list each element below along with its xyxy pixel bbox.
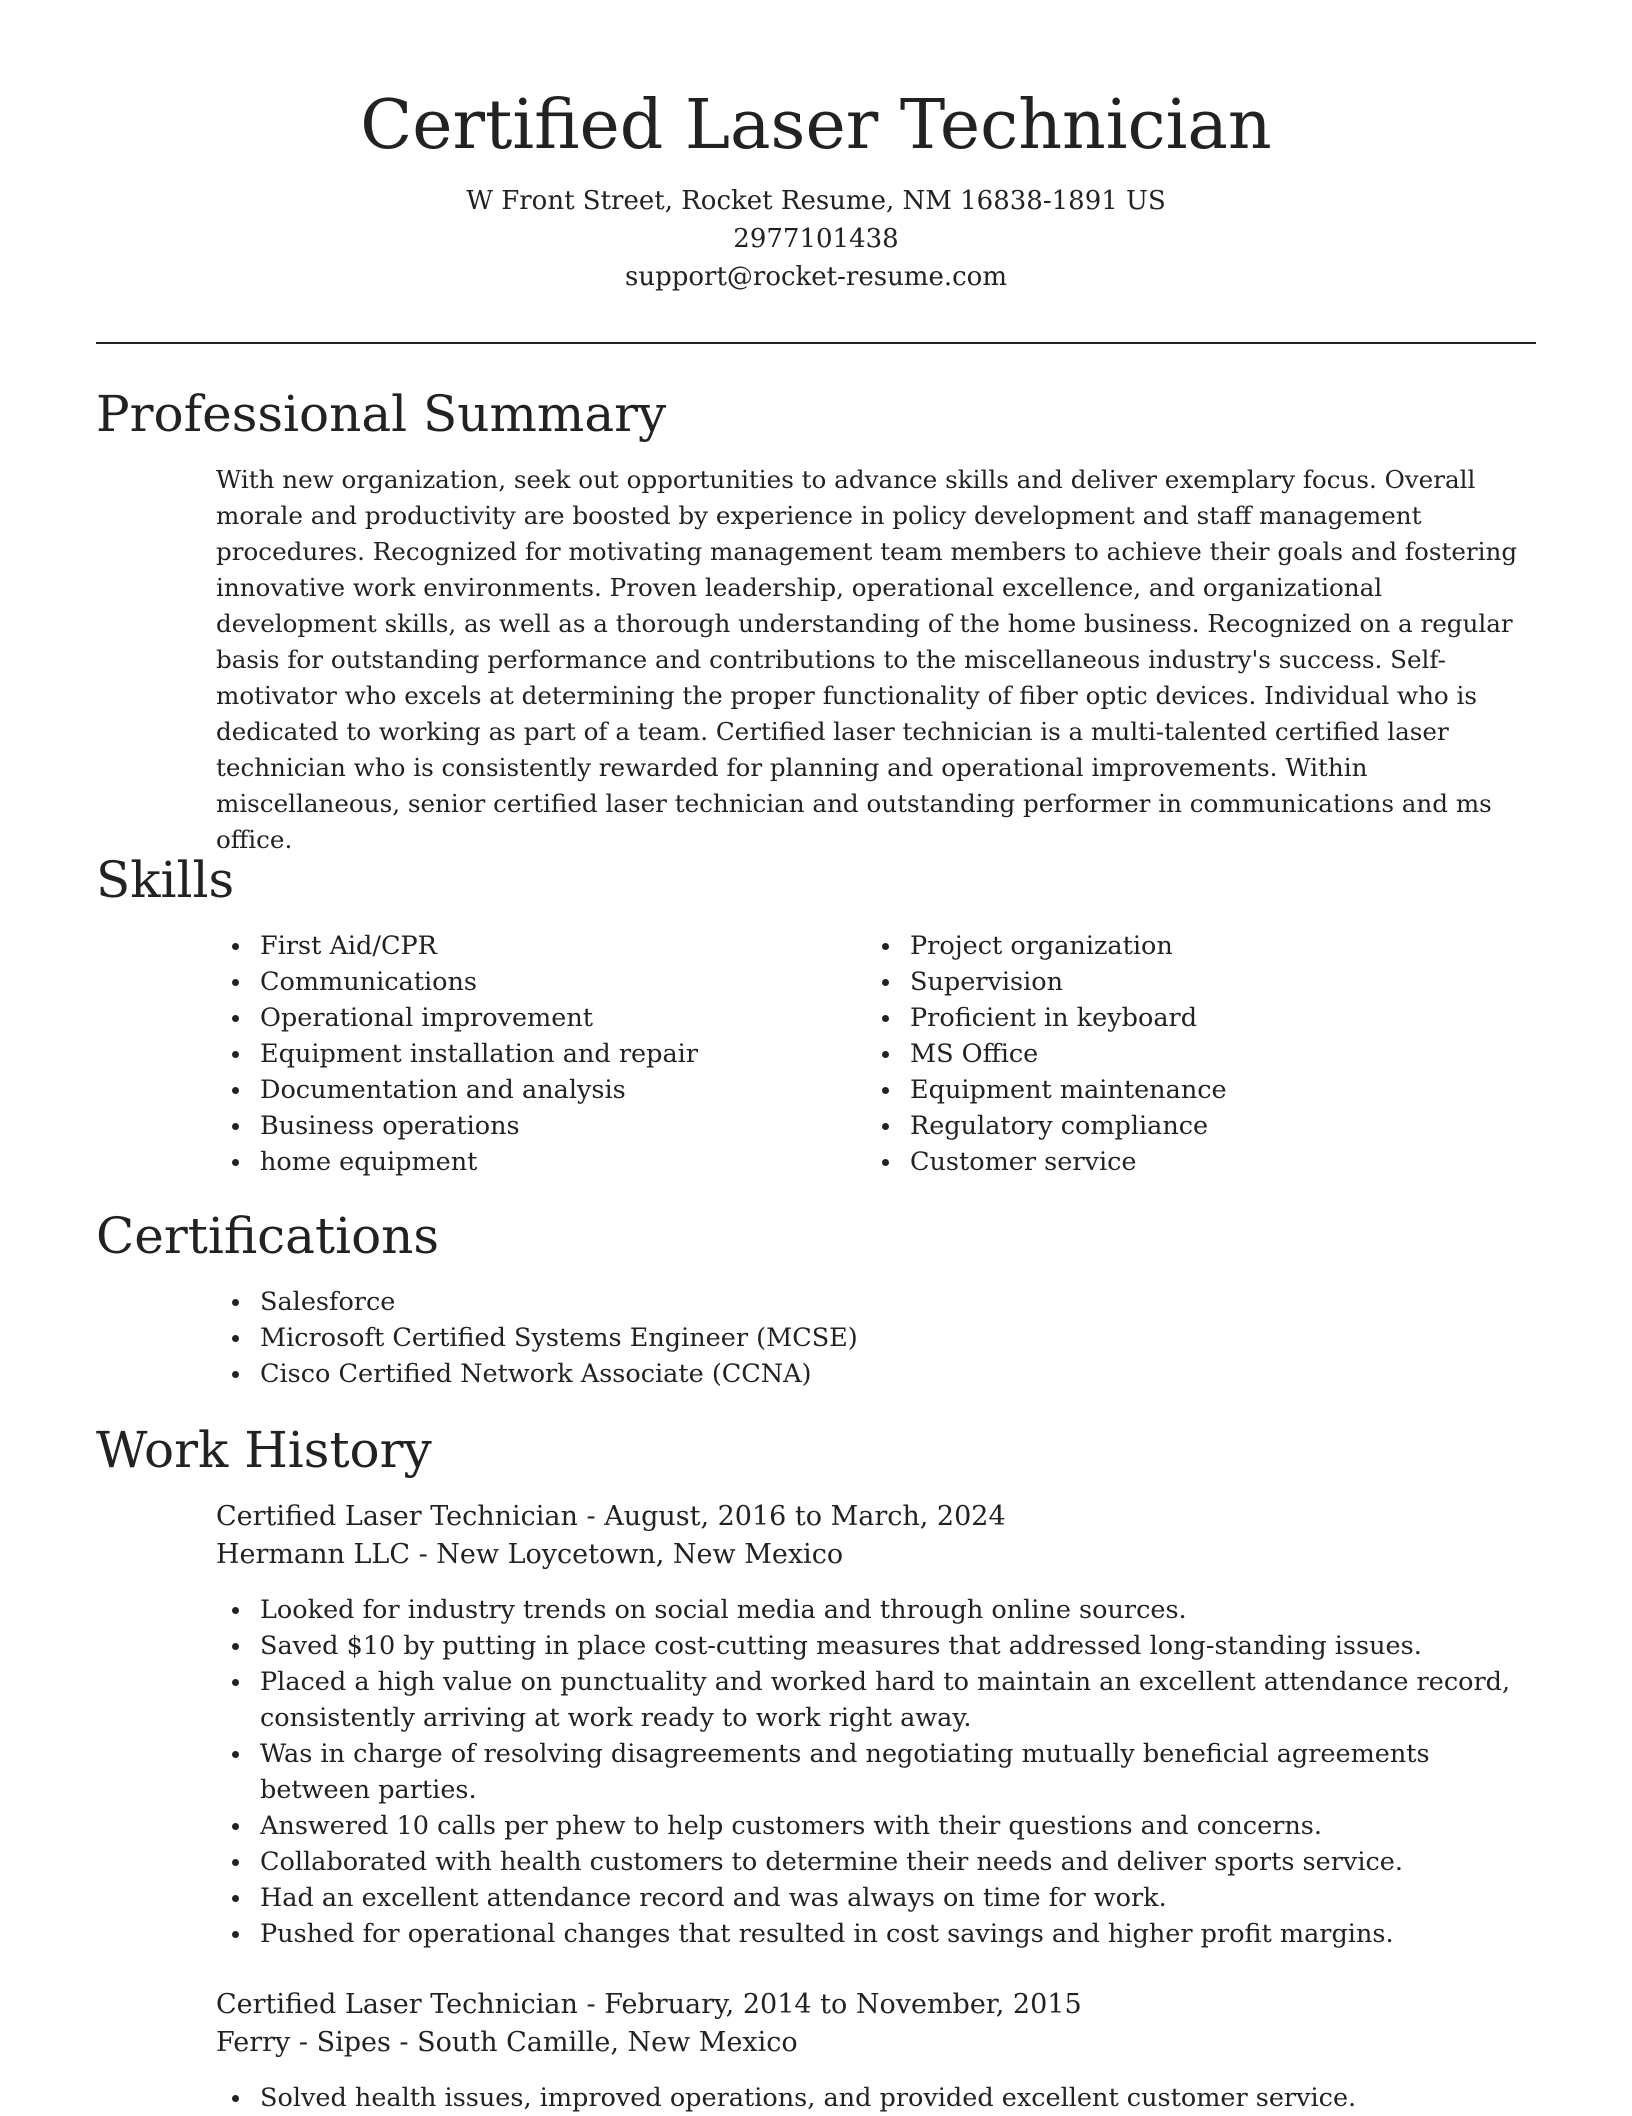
address: W Front Street, Rocket Resume, NM 16838-1891 US xyxy=(466,186,1166,216)
skill-item: Equipment maintenance xyxy=(866,1072,1227,1108)
job-2-title-line xyxy=(216,1986,1082,2024)
skill-item: Proficient in keyboard xyxy=(866,1000,1227,1036)
duty-item: Pushed for operational changes that resulted in cost savings and higher profit margins. xyxy=(216,1916,1536,1952)
summary-heading: Professional Summary xyxy=(96,385,667,443)
skill-item: Business operations xyxy=(216,1108,698,1144)
job-dates: - August, 2016 to March, 2024 xyxy=(577,1501,1006,1532)
job-1-company-line xyxy=(216,1536,843,1574)
job-company: Ferry - Sipes xyxy=(216,2027,391,2058)
header-divider xyxy=(96,342,1536,344)
skill-item: Operational improvement xyxy=(216,1000,698,1036)
job-dates: - February, 2014 to November, 2015 xyxy=(577,1989,1082,2020)
duty-item: Was in charge of resolving disagreements and negotiating mutually beneficial agreements between parties. xyxy=(216,1736,1536,1808)
skill-item: Project organization xyxy=(866,928,1227,964)
work-history-heading: Work History xyxy=(96,1421,432,1479)
phone: 2977101438 xyxy=(733,224,899,254)
summary-text: With new organization, seek out opportunities to advance skills and deliver exemplary focus. Overall morale and productivity are boosted by experience in policy development and staff management procedures. Recognized for motivating management team members to achieve their goals and fostering innovative work environments. Proven leadership, operational excellence, and organizational development skills, as well as a thorough understanding of the home business. Recognized on a regular basis for outstanding performance and contributions to the miscellaneous industry's success. Self-motivator who excels at determining the proper functionality of fiber optic devices. Individual who is dedicated to working as part of a team. Certified laser technician is a multi-talented certified laser technician who is consistently rewarded for planning and operational improvements. Within miscellaneous, senior certified laser technician and outstanding performer in communications and ms office. xyxy=(216,465,1518,854)
duty-item: Looked for industry trends on social media and through online sources. xyxy=(216,1592,1536,1628)
duty-item: Collaborated with health customers to determine their needs and deliver sports service. xyxy=(216,1844,1536,1880)
certifications-heading: Certifications xyxy=(96,1207,440,1265)
email: support@rocket-resume.com xyxy=(624,262,1007,292)
skill-item: MS Office xyxy=(866,1036,1227,1072)
duty-item: Had an excellent attendance record and was always on time for work. xyxy=(216,1880,1536,1916)
certifications-list xyxy=(216,1284,858,1392)
job-location: - New Loycetown, New Mexico xyxy=(410,1539,844,1570)
job-location: - South Camille, New Mexico xyxy=(390,2027,798,2058)
job-title: Certified Laser Technician xyxy=(216,1501,578,1532)
skill-item: home equipment xyxy=(216,1144,698,1180)
duty-item: Solved health issues, improved operations, and provided excellent customer service. xyxy=(216,2080,1536,2116)
certification-item: Salesforce xyxy=(216,1284,858,1320)
duty-item: Saved $10 by putting in place cost-cutting measures that addressed long-standing issues. xyxy=(216,1628,1536,1664)
skill-item: Communications xyxy=(216,964,698,1000)
skill-item: Customer service xyxy=(866,1144,1227,1180)
resume-title: Certified Laser Technician xyxy=(360,86,1272,165)
skill-item: Regulatory compliance xyxy=(866,1108,1227,1144)
skills-list-left xyxy=(216,928,698,1180)
job-1-title-line xyxy=(216,1498,1006,1536)
duty-item: Placed a high value on punctuality and worked hard to maintain an excellent attendance record, consistently arriving at work ready to work right away. xyxy=(216,1664,1536,1736)
resume-header xyxy=(0,0,1632,296)
job-company: Hermann LLC xyxy=(216,1539,411,1570)
skills-heading: Skills xyxy=(96,851,235,909)
certification-item: Microsoft Certified Systems Engineer (MCSE) xyxy=(216,1320,858,1356)
skill-item: First Aid/CPR xyxy=(216,928,698,964)
skills-list-right xyxy=(866,928,1227,1180)
job-2-duties xyxy=(216,2080,1536,2116)
skill-item: Equipment installation and repair xyxy=(216,1036,698,1072)
skill-item: Documentation and analysis xyxy=(216,1072,698,1108)
job-title: Certified Laser Technician xyxy=(216,1989,578,2020)
job-1-duties xyxy=(216,1592,1536,1952)
certification-item: Cisco Certified Network Associate (CCNA) xyxy=(216,1356,858,1392)
job-2-company-line xyxy=(216,2024,798,2062)
duty-item: Answered 10 calls per phew to help customers with their questions and concerns. xyxy=(216,1808,1536,1844)
skill-item: Supervision xyxy=(866,964,1227,1000)
